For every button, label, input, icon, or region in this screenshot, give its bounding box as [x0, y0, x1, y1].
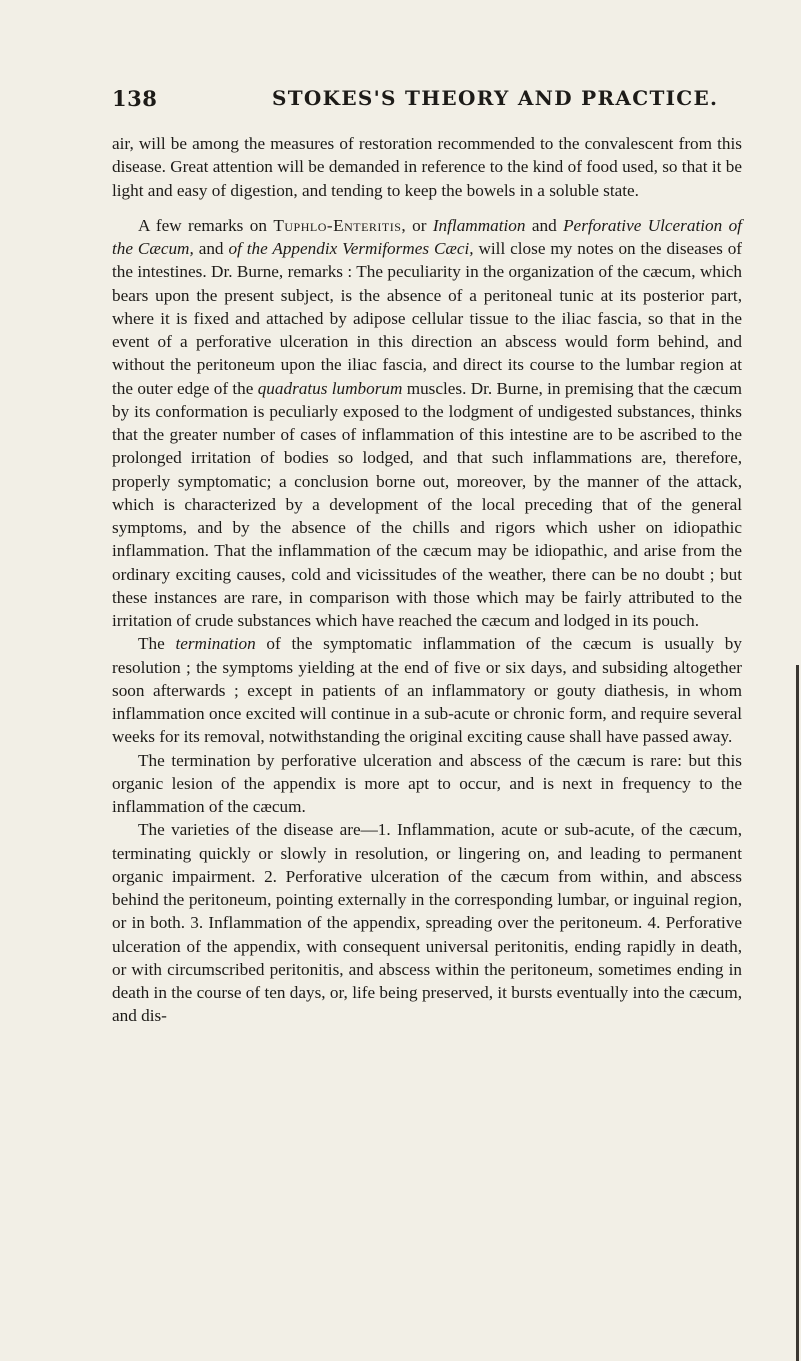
body-text — [112, 132, 742, 1028]
paragraph-2: A few remarks on Tuphlo-Enteritis, or Inflammation and Perforative Ulceration of the Cæcum, and of the Appendix Vermiformes Cæci, will close my notes on the diseases of the intestines. Dr. Burne, remarks : The peculiarity in the organization of the cæcum, which bears upon the present subject, is the absence of a peritoneal tunic at its posterior part, where it is fixed and attached by adipose cellular tissue to the iliac fascia, so that in the event of a perforative ulceration in this direction an abscess would form behind, and without the peritoneum upon the iliac fascia, and direct its course to the lumbar region at the outer edge of the quadratus lumborum muscles. Dr. Burne, in premising that the cæcum by its conformation is peculiarly exposed to the lodgment of undigested substances, thinks that the greater number of cases of inflammation of this intestine are to be ascribed to the prolonged irritation of bodies so lodged, and that such inflammations are, therefore, properly symptomatic; a conclusion borne out, moreover, by the manner of the attack, which is characterized by a development of the local preceding that of the general symptoms, and by the absence of the chills and rigors which usher on idiopathic inflammation. That the inflammation of the cæcum may be idiopathic, and arise from the ordinary exciting causes, cold and vicissitudes of the weather, there can be no doubt ; but these instances are rare, in comparison with those which may be fairly attributed to the irritation of crude substances which have reached the cæcum and lodged in its pouch. — [112, 215, 743, 630]
page-header — [112, 86, 727, 114]
page-edge-shadow — [796, 665, 799, 1361]
paragraph-1: air, will be among the measures of restoration recommended to the convalescent from this disease. Great attention will be demanded in reference to the kind of food used, so that it be light and easy of digestion, and tending to keep the bowels in a soluble state. — [112, 134, 742, 200]
paragraph-3: The termination of the symptomatic inflammation of the cæcum is usually by resolution ; the symptoms yielding at the end of five or six days, and subsiding altogether soon afterwards ; except in patients of an inflammatory or gouty diathesis, in whom inflammation once excited will continue in a sub-acute or chronic form, and require several weeks for its removal, notwithstanding the original exciting cause shall have passed away. — [112, 634, 742, 747]
paragraph-5: The varieties of the disease are—1. Inflammation, acute or sub-acute, of the cæcum, terminating quickly or slowly in resolution, or lingering on, and leading to permanent organic impairment. 2. Perforative ulceration of the cæcum from within, and abscess behind the peritoneum, pointing externally in the corresponding lumbar, or inguinal region, or in both. 3. Inflammation of the appendix, spreading over the peritoneum. 4. Perforative ulceration of the appendix, with consequent universal peritonitis, ending rapidly in death, or with circumscribed peritonitis, and abscess within the peritoneum, sometimes ending in death in the course of ten days, or, life being preserved, it bursts eventually into the cæcum, and dis- — [112, 820, 742, 1026]
page-number: 138 — [112, 86, 158, 111]
paragraph-4: The termination by perforative ulceration and abscess of the cæcum is rare: but this organic lesion of the appendix is more apt to occur, and is next in frequency to the inflammation of the cæcum. — [112, 750, 742, 816]
term-tuphlo-enteritis: Tuphlo-Enteritis — [273, 215, 402, 235]
running-head: STOKES'S THEORY AND PRACTICE. — [272, 86, 719, 110]
